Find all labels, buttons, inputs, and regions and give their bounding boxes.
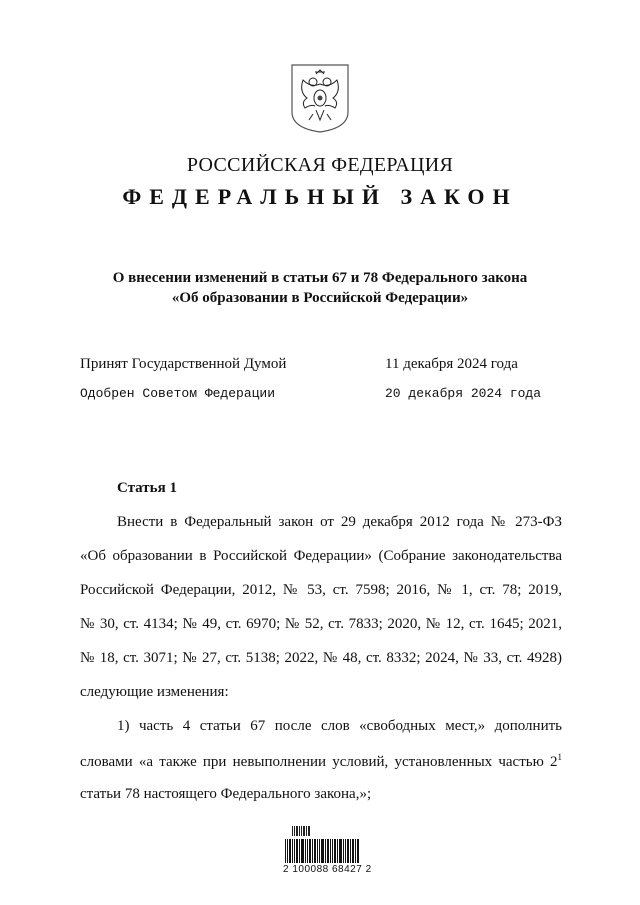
- law-title-line-1: О внесении изменений в статьи 67 и 78 Федерального закона: [112, 270, 528, 286]
- duma-adoption-label: Принят Государственной Думой: [80, 356, 287, 372]
- article-text: словами «а также при невыполнении условий, установленных частью 2: [80, 754, 558, 770]
- article-text-line: «Об образовании в Российской Федерации» (Собрание законодательства: [80, 548, 562, 564]
- article-text-line-with-superscript: [80, 752, 562, 771]
- law-title-line-2: «Об образовании в Российской Федерации»: [171, 290, 469, 306]
- small-barcode-icon: [292, 826, 310, 836]
- barcode-number: 2 100088 68427 2: [283, 864, 372, 875]
- council-approval-label: Одобрен Советом Федерации: [80, 386, 276, 401]
- article-text-line: Российской Федерации, 2012, № 53, ст. 7598; 2016, № 1, ст. 78; 2019,: [80, 582, 562, 598]
- article-text-line: статьи 78 настоящего Федерального закона,»;: [80, 786, 372, 802]
- article-text-line: № 30, ст. 4134; № 49, ст. 6970; № 52, ст. 7833; 2020, № 12, ст. 1645; 2021,: [80, 616, 562, 632]
- coat-of-arms-emblem: [289, 62, 351, 134]
- article-heading: Статья 1: [117, 480, 177, 496]
- document-barcode: [285, 839, 360, 863]
- article-text-line: следующие изменения:: [80, 684, 229, 700]
- article-text-line: 1) часть 4 статьи 67 после слов «свободных мест,» дополнить: [117, 718, 562, 734]
- article-text-line: Внести в Федеральный закон от 29 декабря 2012 года № 273-ФЗ: [117, 514, 562, 530]
- country-heading: РОССИЙСКАЯ ФЕДЕРАЦИЯ: [186, 154, 454, 176]
- duma-adoption-date: 11 декабря 2024 года: [385, 356, 518, 372]
- law-type-heading: ФЕДЕРАЛЬНЫЙ ЗАКОН: [122, 184, 518, 209]
- article-text-line: № 18, ст. 3071; № 27, ст. 5138; 2022, № 48, ст. 8332; 2024, № 33, ст. 4928): [80, 650, 562, 666]
- superscript-marker: 1: [557, 752, 562, 762]
- council-approval-date: 20 декабря 2024 года: [385, 386, 542, 401]
